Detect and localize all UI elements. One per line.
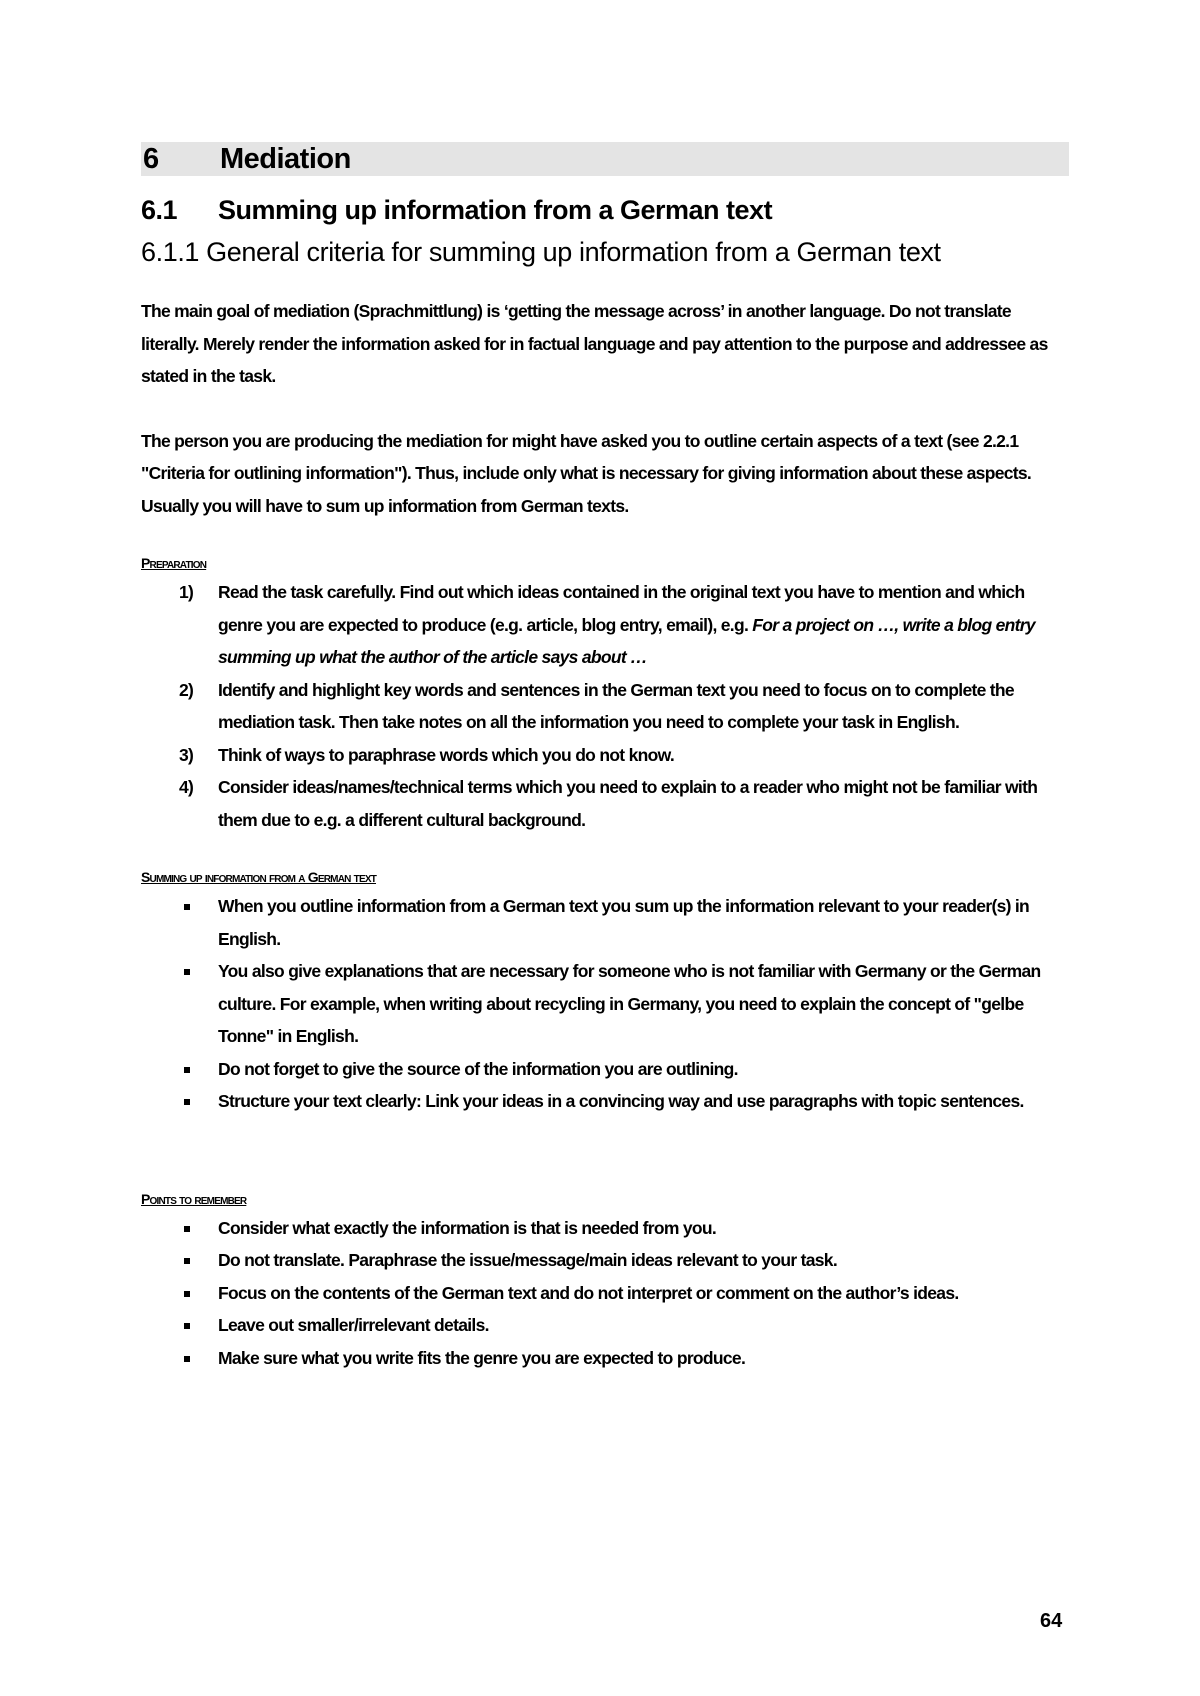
bullet-icon <box>184 1226 190 1232</box>
step-text: Read the task carefully. Find out which ideas contained in the original text you have to mention and which genre you are expected to produce (e.g. article, blog entry, email), e.g. <box>218 582 1025 635</box>
bullet-text: Do not translate. Paraphrase the issue/message/main ideas relevant to your task. <box>218 1250 837 1270</box>
list-item <box>141 1053 1069 1086</box>
subsection-heading: 6.1.1 General criteria for summing up information from a German text <box>141 237 941 267</box>
summing-list <box>141 890 1069 1118</box>
intro-paragraph: The main goal of mediation (Sprachmittlung) is ‘getting the message across’ in another language. Do not translate literally. Merely render the information asked for in factual language and pay attention to the purpose and addressee as stated in the task. <box>141 301 1048 386</box>
list-item <box>141 576 1069 674</box>
list-item <box>141 1212 1069 1245</box>
bullet-icon <box>184 1258 190 1264</box>
preparation-heading: Preparation <box>141 555 207 571</box>
chapter-number: 6 <box>143 142 159 175</box>
list-item <box>141 674 1069 739</box>
bullet-text: Do not forget to give the source of the information you are outlining. <box>218 1058 738 1079</box>
bullet-icon <box>184 1067 190 1073</box>
page-number: 64 <box>1040 1610 1063 1632</box>
chapter-title: Mediation <box>220 142 351 175</box>
summing-heading: Summing up information from a German text <box>141 869 377 885</box>
bullet-icon <box>184 904 190 910</box>
bullet-icon <box>184 969 190 975</box>
step-marker: 1) <box>179 582 194 602</box>
list-item <box>141 1085 1069 1118</box>
section-heading <box>141 193 1069 227</box>
points-heading: Points to remember <box>141 1190 247 1207</box>
bullet-text: When you outline information from a German text you sum up the information relevant to your reader(s) in English. <box>218 896 1030 949</box>
chapter-heading <box>141 142 1069 176</box>
bullet-icon <box>184 1356 190 1362</box>
step-text: Consider ideas/names/technical terms which you need to explain to a reader who might not be familiar with them due to e.g. a different cultural background. <box>218 777 1038 830</box>
bullet-text: You also give explanations that are necessary for someone who is not familiar with Germany or the German culture. For example, when writing about recycling in Germany, you need to explain the concept of "gelbe Tonne" in English. <box>218 961 1041 1046</box>
list-item <box>141 739 1069 772</box>
step-example: For a project on …, write a blog entry summing up what the author of the article says about … <box>218 614 1035 667</box>
list-item <box>141 1342 1069 1375</box>
list-item <box>141 1244 1069 1277</box>
list-item <box>141 890 1069 955</box>
step-marker: 4) <box>179 777 194 797</box>
bullet-icon <box>184 1099 190 1105</box>
bullet-text: Leave out smaller/irrelevant details. <box>218 1315 489 1335</box>
bullet-text: Structure your text clearly: Link your ideas in a convincing way and use paragraphs with topic sentences. <box>218 1091 1024 1111</box>
bullet-text: Consider what exactly the information is that is needed from you. <box>218 1217 717 1238</box>
list-item <box>141 1277 1069 1310</box>
bullet-icon <box>184 1323 190 1329</box>
list-item <box>141 1309 1069 1342</box>
section-title: Summing up information from a German text <box>218 195 773 225</box>
list-item <box>141 955 1069 1053</box>
list-item <box>141 771 1069 836</box>
step-marker: 2) <box>179 679 194 700</box>
preparation-list <box>141 576 1069 836</box>
points-list <box>141 1212 1069 1375</box>
step-marker: 3) <box>179 744 194 765</box>
bullet-text: Focus on the contents of the German text and do not interpret or comment on the author’s ideas. <box>218 1282 959 1303</box>
step-text: Think of ways to paraphrase words which you do not know. <box>218 744 675 765</box>
outline-paragraph: The person you are producing the mediation for might have asked you to outline certain aspects of a text (see 2.2.1 "Criteria for outlining information"). Thus, include only what is necessary for giving information about these aspects. Usually you will have to sum up information from German texts. <box>141 430 1032 516</box>
section-number: 6.1 <box>141 195 178 225</box>
document-page <box>141 142 1069 1374</box>
step-text: Identify and highlight key words and sentences in the German text you need to focus on to complete the mediation task. Then take notes on all the information you need to complete your task in English. <box>218 679 1014 732</box>
bullet-icon <box>184 1291 190 1297</box>
bullet-text: Make sure what you write fits the genre you are expected to produce. <box>218 1347 746 1368</box>
